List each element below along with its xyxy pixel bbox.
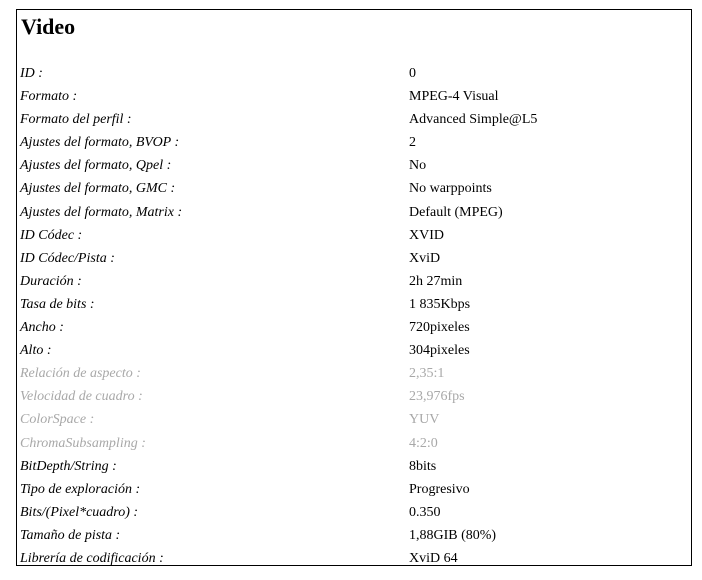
info-row-value: 2,35:1 bbox=[409, 366, 445, 382]
info-row bbox=[20, 501, 688, 524]
info-row-value: Progresivo bbox=[409, 481, 470, 497]
info-row-label: BitDepth/String : bbox=[20, 458, 117, 474]
info-row-value: 304pixeles bbox=[409, 343, 470, 359]
info-row-label: Relación de aspecto : bbox=[20, 366, 141, 382]
info-row-value: 0.350 bbox=[409, 504, 441, 520]
section-title: Video bbox=[21, 14, 76, 39]
info-row-value: No bbox=[409, 158, 427, 174]
info-row bbox=[20, 154, 688, 177]
info-row bbox=[20, 62, 688, 85]
info-row bbox=[20, 108, 688, 131]
info-row-value: 23,976fps bbox=[409, 389, 465, 405]
info-row bbox=[20, 270, 688, 293]
info-row-label: ColorSpace : bbox=[20, 412, 95, 428]
info-row bbox=[20, 455, 688, 478]
info-row-value: 8bits bbox=[409, 458, 437, 474]
info-row-value: 2 bbox=[409, 135, 416, 151]
info-row bbox=[20, 385, 688, 408]
info-row-label: Velocidad de cuadro : bbox=[20, 389, 143, 405]
info-row-value: 1 835Kbps bbox=[409, 296, 471, 312]
info-row bbox=[20, 408, 688, 431]
info-row-value: MPEG-4 Visual bbox=[409, 89, 499, 105]
info-row-value: XviD 64 bbox=[409, 550, 458, 566]
info-row bbox=[20, 177, 688, 200]
info-row-value: 720pixeles bbox=[409, 320, 470, 336]
info-row bbox=[20, 293, 688, 316]
info-row-value: XVID bbox=[409, 227, 444, 243]
info-row-label: Bits/(Pixel*cuadro) : bbox=[20, 504, 139, 520]
info-row-label: Ajustes del formato, GMC : bbox=[20, 181, 176, 197]
info-row bbox=[20, 478, 688, 501]
info-row-label: Ancho : bbox=[20, 320, 64, 336]
info-row-label: Ajustes del formato, Qpel : bbox=[20, 158, 172, 174]
info-row-label: Tipo de exploración : bbox=[20, 481, 141, 497]
info-row-value: 0 bbox=[409, 66, 416, 81]
info-row-value: 4:2:0 bbox=[409, 435, 438, 451]
info-row-value: XviD bbox=[409, 250, 441, 266]
info-row-label: Ajustes del formato, Matrix : bbox=[20, 204, 183, 220]
video-info-panel bbox=[16, 9, 692, 566]
info-row-label: Formato del perfil : bbox=[20, 112, 132, 128]
info-row-value: Default (MPEG) bbox=[409, 204, 503, 220]
info-row bbox=[20, 131, 688, 154]
info-row-label: Ajustes del formato, BVOP : bbox=[20, 135, 180, 151]
info-row-label: Alto : bbox=[20, 343, 52, 359]
info-row-label: ID : bbox=[20, 66, 43, 81]
info-row-label: ID Códec : bbox=[20, 227, 83, 243]
info-row bbox=[20, 524, 688, 547]
info-row bbox=[20, 201, 688, 224]
info-rows bbox=[20, 62, 688, 570]
info-row-value: Advanced Simple@L5 bbox=[409, 112, 538, 128]
info-row bbox=[20, 85, 688, 108]
info-row bbox=[20, 432, 688, 455]
info-row bbox=[20, 316, 688, 339]
info-row bbox=[20, 224, 688, 247]
info-row-label: Librería de codificación : bbox=[20, 550, 164, 566]
info-row-value: No warppoints bbox=[409, 181, 492, 197]
info-row bbox=[20, 339, 688, 362]
info-row-value: YUV bbox=[409, 412, 440, 428]
info-row bbox=[20, 362, 688, 385]
info-row-label: Tasa de bits : bbox=[20, 296, 95, 312]
info-row bbox=[20, 547, 688, 570]
info-row-label: ChromaSubsampling : bbox=[20, 435, 146, 451]
info-row-label: ID Códec/Pista : bbox=[20, 250, 115, 266]
info-row-label: Formato : bbox=[20, 89, 78, 105]
info-row-label: Tamaño de pista : bbox=[20, 527, 121, 543]
info-row-label: Duración : bbox=[20, 273, 82, 289]
info-row bbox=[20, 247, 688, 270]
info-row-value: 1,88GIB (80%) bbox=[409, 527, 497, 543]
info-row-value: 2h 27min bbox=[409, 273, 463, 289]
